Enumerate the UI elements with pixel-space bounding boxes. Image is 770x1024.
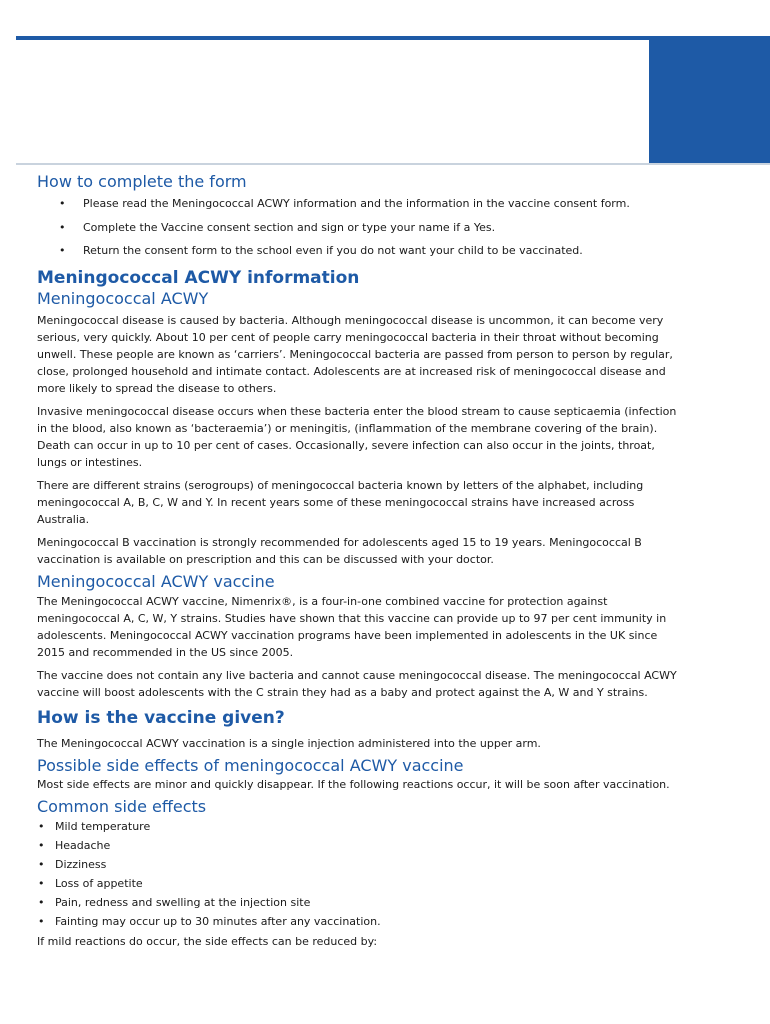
vaccine-heading: Meningococcal ACWY vaccine xyxy=(37,571,275,591)
howto-heading: How to complete the form xyxy=(37,172,247,191)
list-item: • Please read the Meningococcal ACWY information and the information in the vaccine consent form. xyxy=(37,196,687,212)
header-divider xyxy=(16,163,770,165)
list-item: • Complete the Vaccine consent section and sign or type your name if a Yes. xyxy=(37,220,687,236)
paragraph: Meningococcal B vaccination is strongly recommended for adolescents aged 15 to 19 years. Meningococcal B vaccination is available on prescription and this can be discussed with your doctor. xyxy=(37,535,642,566)
list-item: • Return the consent form to the school even if you do not want your child to be vaccinated. xyxy=(37,243,687,259)
list-item: • Mild temperature xyxy=(37,819,687,835)
list-item: • Fainting may occur up to 30 minutes after any vaccination. xyxy=(37,914,687,930)
list-item: • Pain, redness and swelling at the injection site xyxy=(37,895,687,911)
paragraph: The vaccine does not contain any live bacteria and cannot cause meningococcal disease. The meningococcal ACWY vaccine will boost adolescents with the C strain they had as a baby and protect against the A, W and Y strains. xyxy=(37,668,677,699)
side-effects-heading: Possible side effects of meningococcal ACWY vaccine xyxy=(37,755,464,775)
paragraph: Most side effects are minor and quickly disappear. If the following reactions occur, it will be soon after vaccination. xyxy=(37,777,670,791)
brand-block xyxy=(649,36,770,163)
paragraph: The Meningococcal ACWY vaccination is a single injection administered into the upper arm. xyxy=(37,736,541,750)
paragraph: The Meningococcal ACWY vaccine, Nimenrix®, is a four-in-one combined vaccine for protection against meningococcal A, C, W, Y strains. Studies have shown that this vaccine can provide up to 97 per cent immunity in adolescents. Meningococcal ACWY vaccination programs have been implemented in adolescents in the UK since 2015 and recommended in the US since 2005. xyxy=(37,594,667,659)
paragraph: Invasive meningococcal disease occurs when these bacteria enter the blood stream to cause septicaemia (infection in the blood, also known as ‘bacteraemia’) or meningitis, (inflammation of the membrane covering of the brain). Death can occur in up to 10 per cent of cases. Occasionally, severe infection can also occur in the joints, throat, lungs or intestines. xyxy=(37,404,677,469)
info-subheading: Meningococcal ACWY xyxy=(37,288,209,308)
common-effects-list xyxy=(37,819,687,930)
given-heading: How is the vaccine given? xyxy=(37,707,285,728)
paragraph: There are different strains (serogroups) of meningococcal bacteria known by letters of the alphabet, including meningococcal A, B, C, W and Y. In recent years some of these meningococcal strains have increased across Australia. xyxy=(37,478,644,526)
list-item: • Headache xyxy=(37,838,687,854)
common-effects-heading: Common side effects xyxy=(37,796,207,816)
paragraph: Meningococcal disease is caused by bacteria. Although meningococcal disease is uncommon, it can become very serious, very quickly. About 10 per cent of people carry meningococcal bacteria in their throat without becoming unwell. These people are known as ‘carriers’. Meningococcal bacteria are passed from person to person by regular, close, prolonged household and intimate contact. Adolescents are at increased risk of meningococcal disease and more likely to spread the disease to others. xyxy=(37,313,673,395)
document-body xyxy=(37,172,687,950)
paragraph: If mild reactions do occur, the side effects can be reduced by: xyxy=(37,934,378,948)
list-item: • Loss of appetite xyxy=(37,876,687,892)
list-item: • Dizziness xyxy=(37,857,687,873)
howto-steps xyxy=(37,196,687,259)
info-heading: Meningococcal ACWY information xyxy=(37,267,360,288)
